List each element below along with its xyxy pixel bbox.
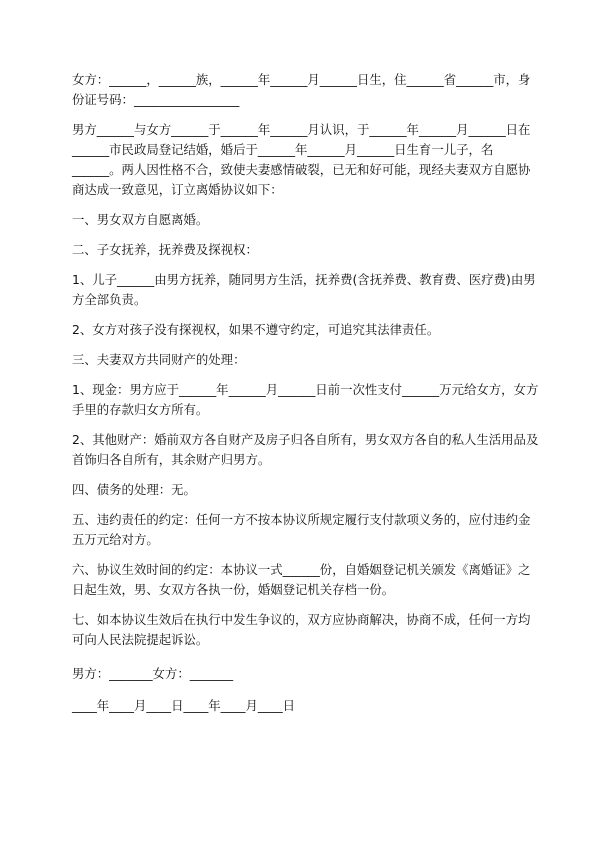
- signature-line: 男方：_______女方：_______: [72, 666, 234, 681]
- clause-3-heading: 三、夫妻双方共同财产的处理：: [72, 352, 246, 367]
- clause-2-heading: 二、子女抚养，抚养费及探视权：: [72, 242, 258, 257]
- clause-3-item-2-line-2: 首饰归各自所有，其余财产归男方。: [72, 452, 271, 467]
- paragraph-woman-info-line-1: 女方：______，______族，______年______月______日生，住______省______市，身: [72, 72, 531, 87]
- clause-3-item-1-line-1: 1、现金：男方应于______年______月______日前一次性支付______万元给女方，女方: [72, 382, 539, 397]
- paragraph-marriage-line-4: 商达成一致意见，订立离婚协议如下：: [72, 182, 283, 197]
- clause-5-line-2: 五万元给对方。: [72, 532, 159, 547]
- paragraph-woman-info-line-2: 份证号码：_________________: [72, 92, 240, 107]
- clause-6-line-1: 六、协议生效时间的约定：本协议一式______份，自婚姻登记机关颁发《离婚证》之: [72, 562, 531, 577]
- clause-7-line-1: 七、如本协议生效后在执行中发生争议的，双方应协商解决，协商不成，任何一方均: [72, 612, 531, 627]
- clause-7-line-2: 可向人民法院提起诉讼。: [72, 632, 209, 647]
- clause-2-item-2: 2、女方对孩子没有探视权，如果不遵守约定，可追究其法律责任。: [72, 322, 440, 337]
- clause-5-line-1: 五、违约责任的约定：任何一方不按本协议所规定履行支付款项义务的，应付违约金: [72, 512, 531, 527]
- clause-3-item-1-line-2: 手里的存款归女方所有。: [72, 402, 209, 417]
- clause-1-heading: 一、男女双方自愿离婚。: [72, 212, 209, 227]
- clause-2-item-1-line-2: 方全部负责。: [72, 292, 147, 307]
- clause-6-line-2: 日起生效，男、女双方各执一份，婚姻登记机关存档一份。: [72, 582, 395, 597]
- date-line: ____年____月____日____年____月____日: [72, 698, 296, 713]
- paragraph-marriage-line-3: ______。两人因性格不合，致使夫妻感情破裂，已无和好可能，现经夫妻双方自愿协: [72, 162, 531, 177]
- paragraph-marriage-line-2: ______市民政局登记结婚，婚后于______年______月______日生育一儿子，名: [72, 142, 494, 157]
- clause-2-item-1-line-1: 1、儿子______由男方抚养，随同男方生活，抚养费(含抚养费、教育费、医疗费)由男: [72, 272, 536, 287]
- paragraph-marriage-line-1: 男方______与女方______于______年______月认识，于______年______月______日在: [72, 122, 531, 137]
- clause-3-item-2-line-1: 2、其他财产：婚前双方各自财产及房子归各自所有，男女双方各自的私人生活用品及: [72, 432, 539, 447]
- clause-4-heading: 四、债务的处理：无。: [72, 482, 196, 497]
